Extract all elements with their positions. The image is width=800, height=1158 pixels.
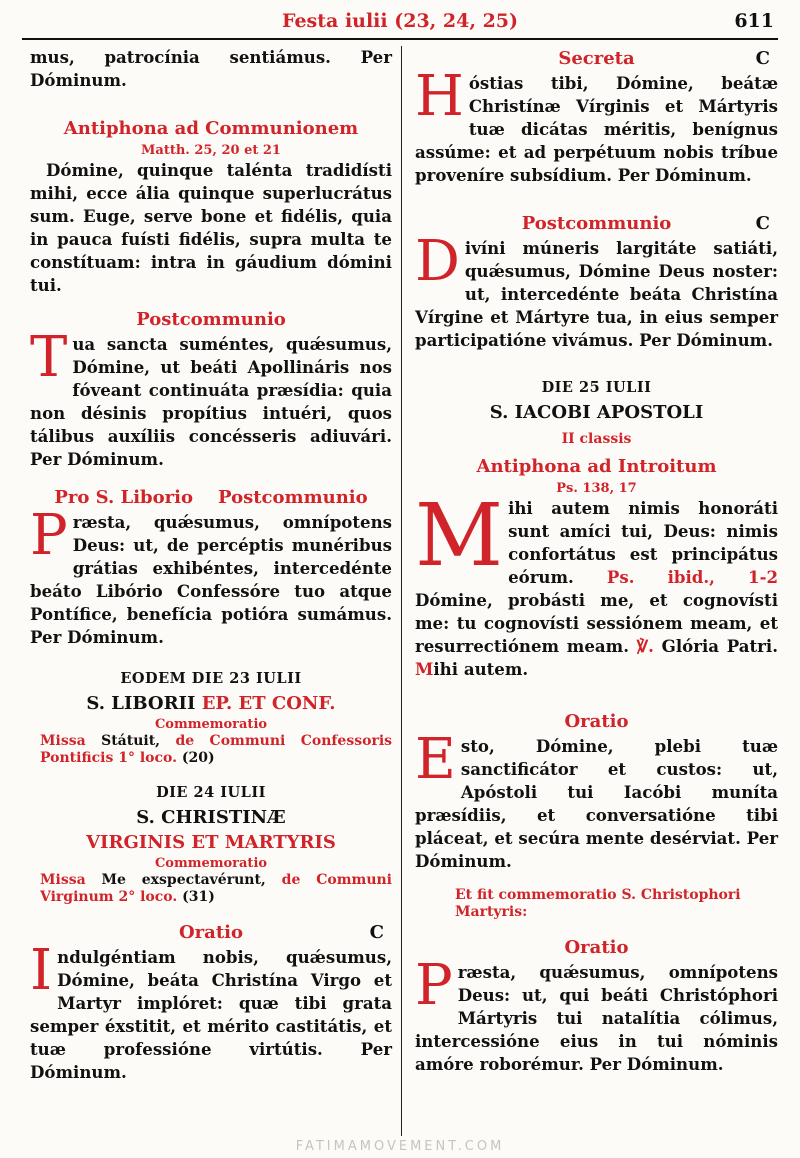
drop-cap: M: [415, 486, 504, 586]
commemoratio-label: Commemoratio: [154, 717, 268, 732]
commemoratio-note: Et fit commemoratio S. Christophori Martyris:: [455, 887, 741, 920]
feast-title-iacobi: S. IACOBI APOSTOLI: [489, 402, 704, 423]
feast-title-liborius: S. LIBORII EP. ET CONF.: [86, 693, 336, 714]
introit-ref: Ps. 138, 17: [556, 481, 637, 496]
communion-antiphon-heading: Antiphona ad Communionem: [63, 118, 359, 139]
missa-rubric: Missa Státuit, de Communi Confessoris Pontificis 1° loco. (20): [40, 733, 393, 766]
rite-mark: C: [369, 922, 384, 943]
oratio-heading: Oratio: [179, 922, 243, 943]
drop-cap: P: [30, 503, 68, 568]
secreta-text: Hóstias tibi, Dómine, beátæ Christínæ Vírginis et Mártyris tuæ dicátas méritis, benígnus assúme: et ad perpétuum nobis tríbue proveníre subsídium. Per Dóminum.: [415, 64, 778, 185]
introit-heading: Antiphona ad Introitum: [476, 456, 717, 477]
rite-mark: C: [755, 48, 770, 69]
feast-subtitle-christina: VIRGINIS ET MARTYRIS: [86, 832, 336, 853]
liborio-heading: Pro S. Liborio Postcommunio: [54, 487, 368, 508]
postcommunio-heading-row: [415, 211, 778, 237]
oratio-text: Esto, Dómine, plebi tuæ sanctificátor et custos: ut, Apóstoli tui Iacóbi muníta præsídiis, et conversatióne tibi pláceat, et secúra mente desérviat. Per Dóminum.: [415, 727, 778, 871]
oratio-heading: Oratio: [564, 937, 629, 958]
communion-antiphon-text: Dómine, quinque talénta tradidísti mihi, ecce ália quinque superlucrátus sum. Euge, serve bone et fidélis, quia in pauca fuísti fidélis, supra multa te constítuam: intra in gáudium dómini tui.: [30, 160, 392, 295]
drop-cap: P: [415, 953, 453, 1018]
oratio-text: Præsta, quǽsumus, omnípotens Deus: ut, qui beáti Christóphori Mártyris tui natalítia cólimus, intercessióne eius in tui nóminis amóre roborémur. Per Dóminum.: [415, 953, 778, 1074]
page-header: [22, 8, 778, 40]
oratio-heading-row: [30, 920, 392, 946]
running-title: Festa iulii (23, 24, 25): [282, 10, 518, 32]
postcommunio-heading: Postcommunio: [136, 309, 286, 330]
secreta-heading: Secreta: [558, 48, 635, 69]
oratio-heading: Oratio: [564, 711, 629, 732]
communion-antiphon-ref: Matth. 25, 20 et 21: [141, 143, 281, 158]
date-heading-24: DIE 24 IULII: [156, 784, 266, 801]
postcommunio-heading: Postcommunio: [521, 213, 672, 234]
introit-text: Mihi autem nimis honoráti sunt amíci tui, Deus: nimis confortátus est principátus eórum. Ps. ibid., 1-2 Dómine, probásti me, et cognovísti me: tu cognovísti sessiónem meam, et resurrectiónem meam. ℣. Glória Patri. Mihi autem.: [415, 486, 779, 679]
date-heading-23: EODEM DIE 23 IULII: [120, 670, 302, 687]
drop-cap: D: [415, 229, 460, 294]
continued-text: mus, patrocínia sentiámus. Per Dóminum.: [30, 47, 392, 90]
page-number: 611: [734, 10, 774, 32]
feast-title-christina: S. CHRISTINÆ: [136, 807, 286, 828]
missa-rubric: Missa Me exspectavérunt, de Communi Virginum 2° loco. (31): [40, 872, 392, 905]
drop-cap: E: [415, 727, 456, 792]
classis-label: II classis: [561, 431, 632, 447]
rite-mark: C: [755, 213, 770, 234]
postcommunio-text: Divíni múneris largitáte satiáti, quǽsumus, Dómine Deus noster: ut, intercedénte beáta Christína Vírgine et Mártyre tua, in eius semper participatióne vivámus. Per Dóminum.: [415, 229, 778, 350]
psalm-ref: Ps. ibid., 1-2: [606, 567, 779, 587]
column-divider: [401, 46, 402, 1136]
secreta-heading-row: [415, 46, 778, 72]
postcommunio-text: Tua sancta suméntes, quǽsumus, Dómine, ut beáti Apollináris nos fóveant continuáta præsídia: quia non désinis propítius intuéri, quos tálibus auxíliis concésseris adiuvári. Per Dóminum.: [30, 325, 392, 469]
commemoratio-label: Commemoratio: [154, 856, 268, 871]
versicle-mark: ℣.: [636, 636, 654, 656]
left-column: [30, 46, 392, 1084]
date-heading-25: DIE 25 IULII: [541, 379, 652, 396]
drop-cap: I: [30, 938, 53, 1003]
liborio-postcommunio-text: Præsta, quǽsumus, omnípotens Deus: ut, de percéptis munéribus grátias exhibéntes, intercedénte beáto Libório Confessóre tuo atque Pontífice, benefícia potióra sumámus. Per Dóminum.: [30, 503, 392, 647]
watermark: FATIMAMOVEMENT.COM: [295, 1139, 505, 1154]
drop-cap: T: [30, 325, 68, 390]
drop-cap: H: [415, 64, 464, 129]
right-column: [415, 46, 778, 1076]
oratio-text: Indulgéntiam nobis, quǽsumus, Dómine, beáta Christína Virgo et Martyr implóret: quæ tibi grata semper éxstitit, et mérito castitátis, et tuæ professióne virtútis. Per Dóminum.: [30, 938, 392, 1082]
